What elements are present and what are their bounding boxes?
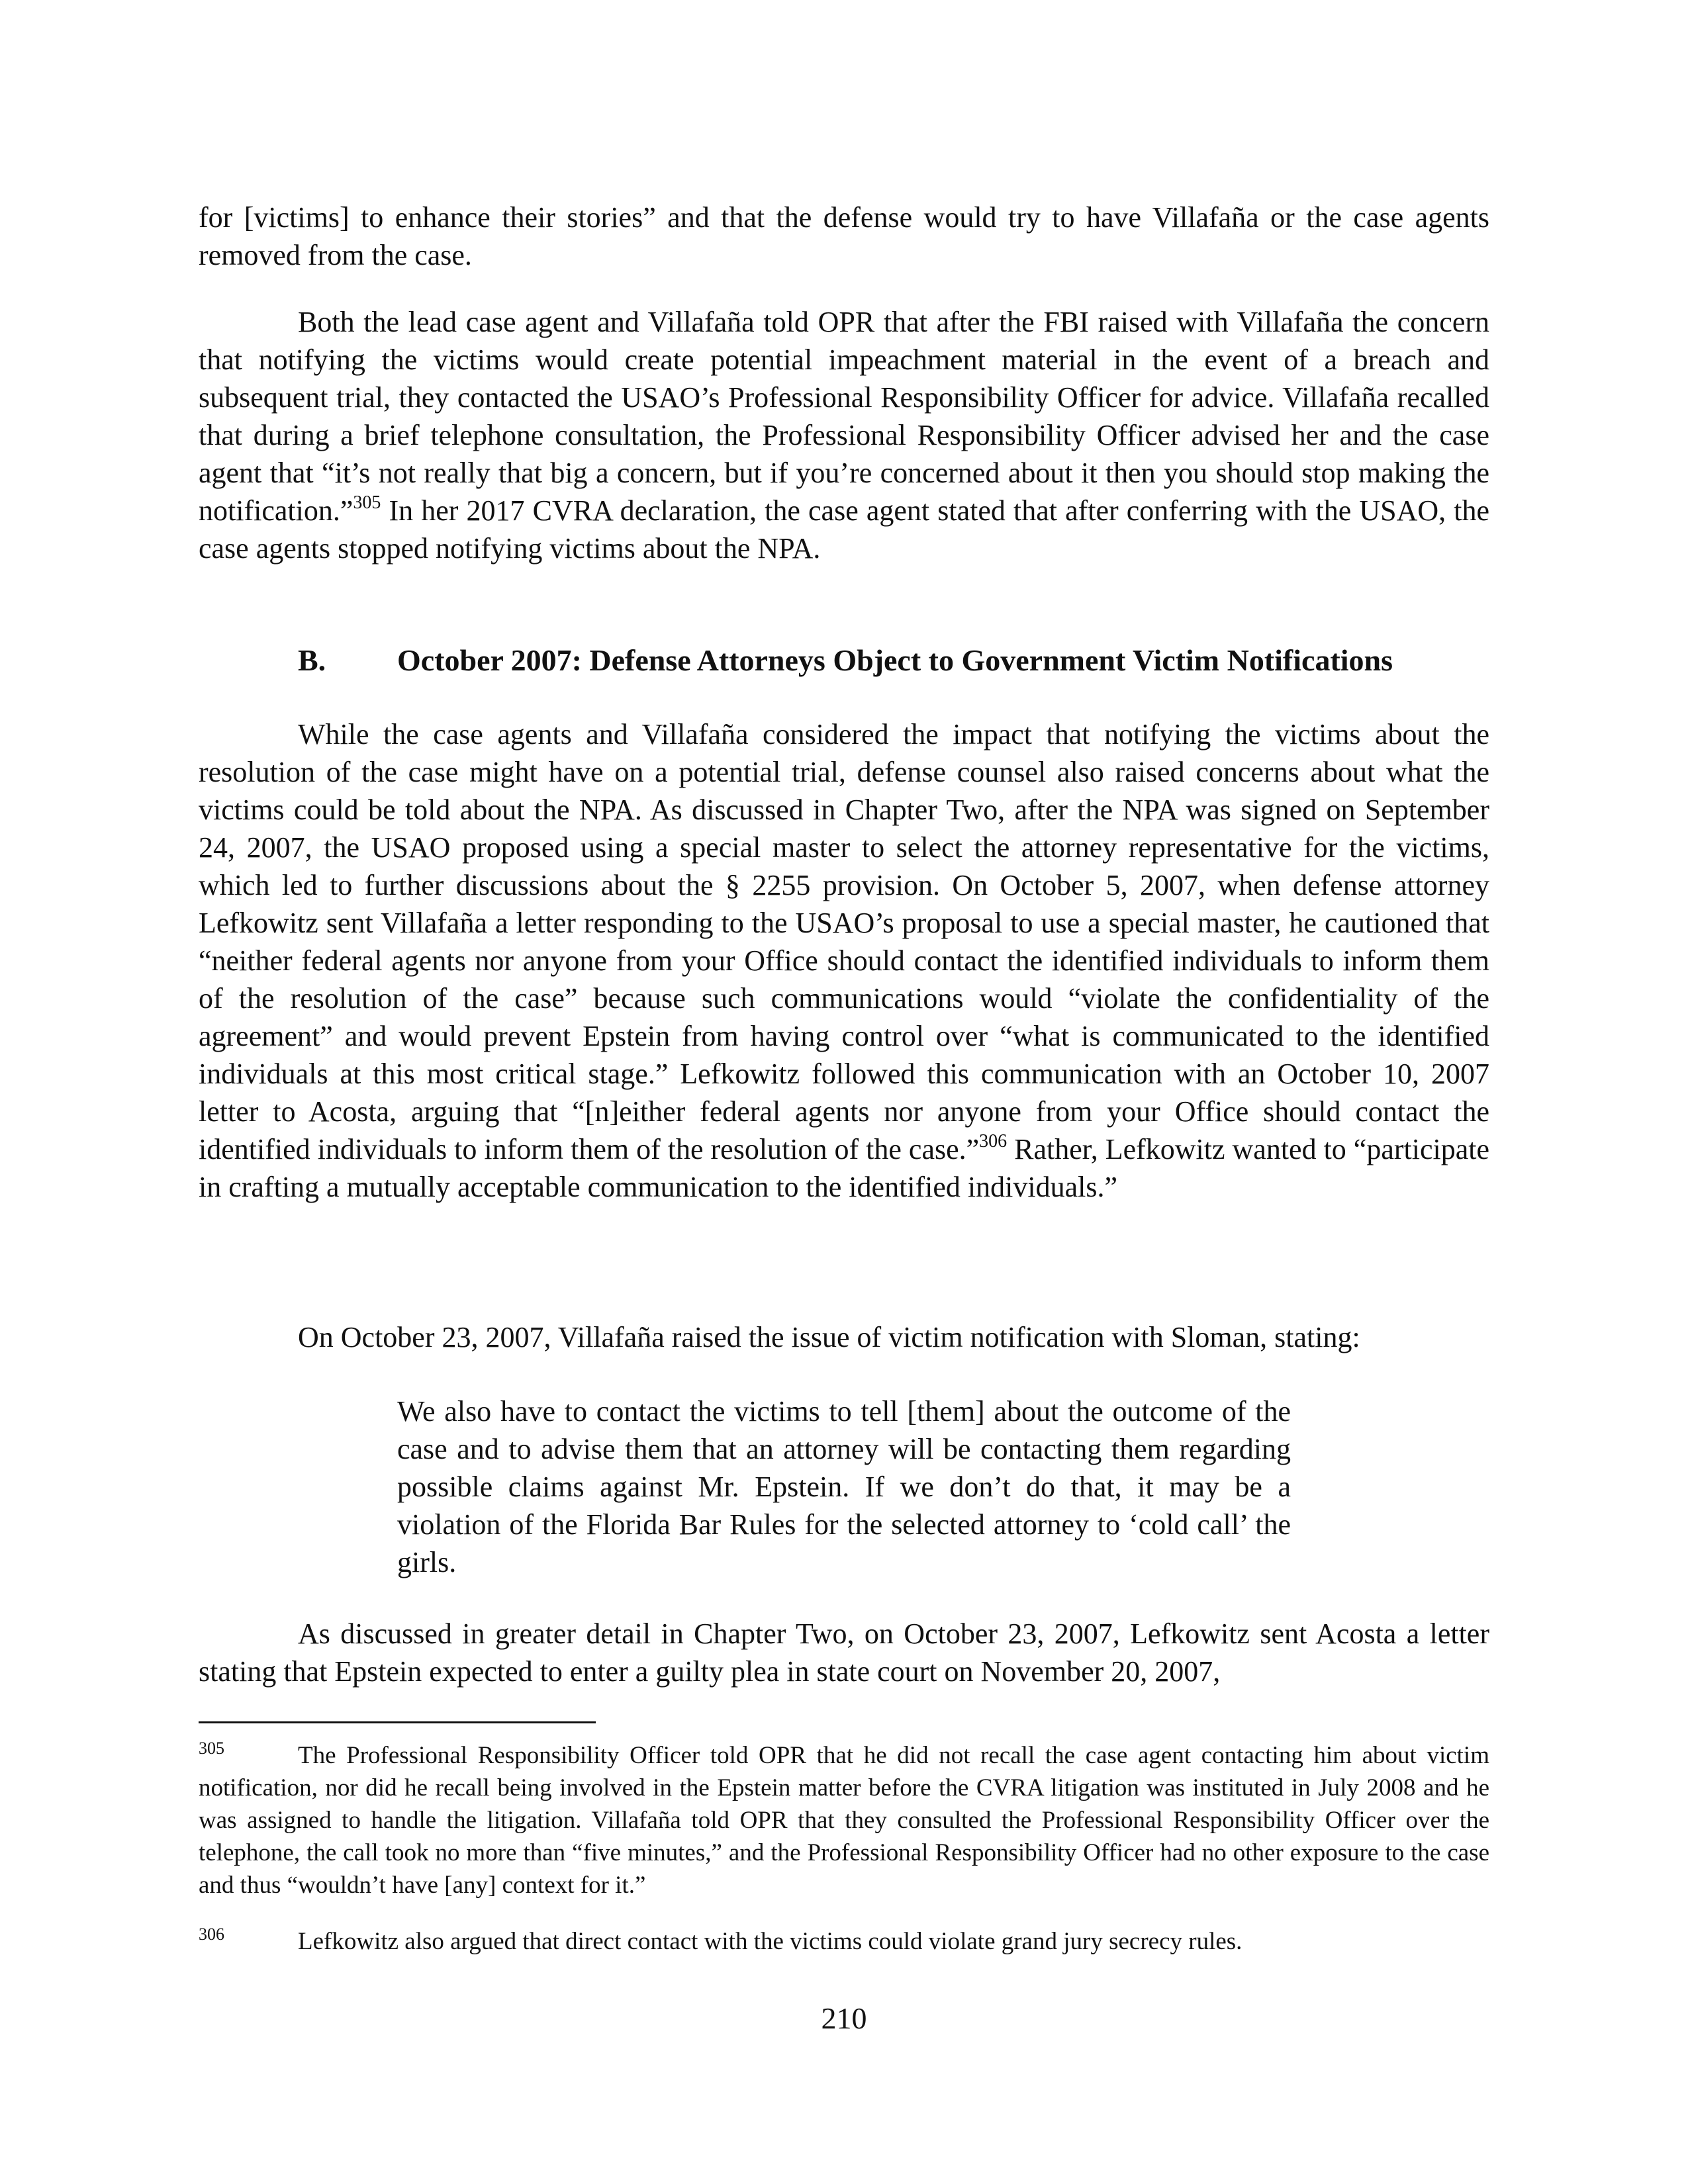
paragraph-text: In her 2017 CVRA declaration, the case agent stated that after conferring with the USAO, the case agents stopped notifying victims about the NPA.	[199, 494, 1489, 565]
footnote-text: The Professional Responsibility Officer told OPR that he did not recall the case agent contacting him about victim notification, nor did he recall being involved in the Epstein matter before the CVRA litigation was instituted in July 2008 and he was assigned to handle the litigation. Villafaña told OPR that they consulted the Professional Responsibility Officer over the telephone, the call took no more than “five minutes,” and the Professional Responsibility Officer had no other exposure to the case and thus “wouldn’t have [any] context for it.”	[199, 1742, 1489, 1899]
paragraph-guilty-plea	[199, 1615, 1489, 1690]
section-title: October 2007: Defense Attorneys Object to Government Victim Notifications	[397, 643, 1393, 677]
paragraph-text: Rather, Lefkowitz wanted to “participate in crafting a mutually acceptable communication to the identified individuals.”	[199, 1133, 1489, 1203]
paragraph-text: As discussed in greater detail in Chapter Two, on October 23, 2007, Lefkowitz sent Acosta a letter stating that Epstein expected to enter a guilty plea in state court on November 20, 2007,	[199, 1617, 1489, 1688]
paragraph-sloman	[199, 1318, 1489, 1356]
footnote-separator	[199, 1721, 596, 1723]
footnote-text: Lefkowitz also argued that direct contact with the victims could violate grand jury secrecy rules.	[298, 1928, 1243, 1955]
paragraph-text: On October 23, 2007, Villafaña raised the issue of victim notification with Sloman, stating:	[298, 1321, 1360, 1353]
footnote-305: 305 The Professional Responsibility Officer told OPR that he did not recall the case agent contacting him about victim notification, nor did he recall being involved in the Epstein matter before the CVRA litigation was instituted in July 2008 and he was assigned to handle the litigation. Villafaña told OPR that they consulted the Professional Responsibility Officer over the telephone, the call took no more than “five minutes,” and the Professional Responsibility Officer had no other exposure to the case and thus “wouldn’t have [any] context for it.”	[199, 1739, 1489, 1899]
paragraph-opr-consultation	[199, 303, 1489, 567]
paragraph-text: Both the lead case agent and Villafaña told OPR that after the FBI raised with Villafaña the concern that notifying the victims would create potential impeachment material in the event of a breach and subsequent trial, they contacted the USAO’s Professional Responsibility Officer for advice. Villafaña recalled that during a brief telephone consultation, the Professional Responsibility Officer advised her and the case agent that “it’s not really that big a concern, but if you’re concerned about it then you should stop making the notification.”	[199, 306, 1489, 527]
paragraph-text: While the case agents and Villafaña considered the impact that notifying the victims about the resolution of the case might have on a potential trial, defense counsel also raised concerns about what the victims could be told about the NPA. As discussed in Chapter Two, after the NPA was signed on September 24, 2007, the USAO proposed using a special master to select the attorney representative for the victims, which led to further discussions about the § 2255 provision. On October 5, 2007, when defense attorney Lefkowitz sent Villafaña a letter responding to the USAO’s proposal to use a special master, he cautioned that “neither federal agents nor anyone from your Office should contact the identified individuals to inform them of the resolution of the case” because such communications would “violate the confidentiality of the agreement” and would prevent Epstein from having control over “what is communicated to the identified individuals at this most critical stage.” Lefkowitz followed this communication with an October 10, 2007 letter to Acosta, arguing that “[n]either federal agents nor anyone from your Office should contact the identified individuals to inform them of the resolution of the case.”	[199, 718, 1489, 1165]
footnote-ref-306: 306	[979, 1131, 1008, 1152]
paragraph-defense-objection	[199, 715, 1489, 1206]
footnote-306: 306 Lefkowitz also argued that direct contact with the victims could violate grand jury secrecy rules.	[199, 1925, 1243, 1955]
block-quote	[397, 1392, 1291, 1581]
paragraph-text: for [victims] to enhance their stories” and that the defense would try to have Villafaña or the case agents removed from the case.	[199, 201, 1489, 271]
section-heading	[298, 643, 1489, 678]
paragraph-continuation	[199, 199, 1489, 274]
page-number: 210	[821, 2001, 867, 2035]
quote-text: We also have to contact the victims to tell [them] about the outcome of the case and to advise them that an attorney will be contacting them regarding possible claims against Mr. Epstein. If we don’t do that, it may be a violation of the Florida Bar Rules for the selected attorney to ‘cold call’ the girls.	[397, 1395, 1291, 1578]
footnote-ref-305: 305	[353, 492, 381, 513]
section-letter: B.	[298, 643, 326, 677]
